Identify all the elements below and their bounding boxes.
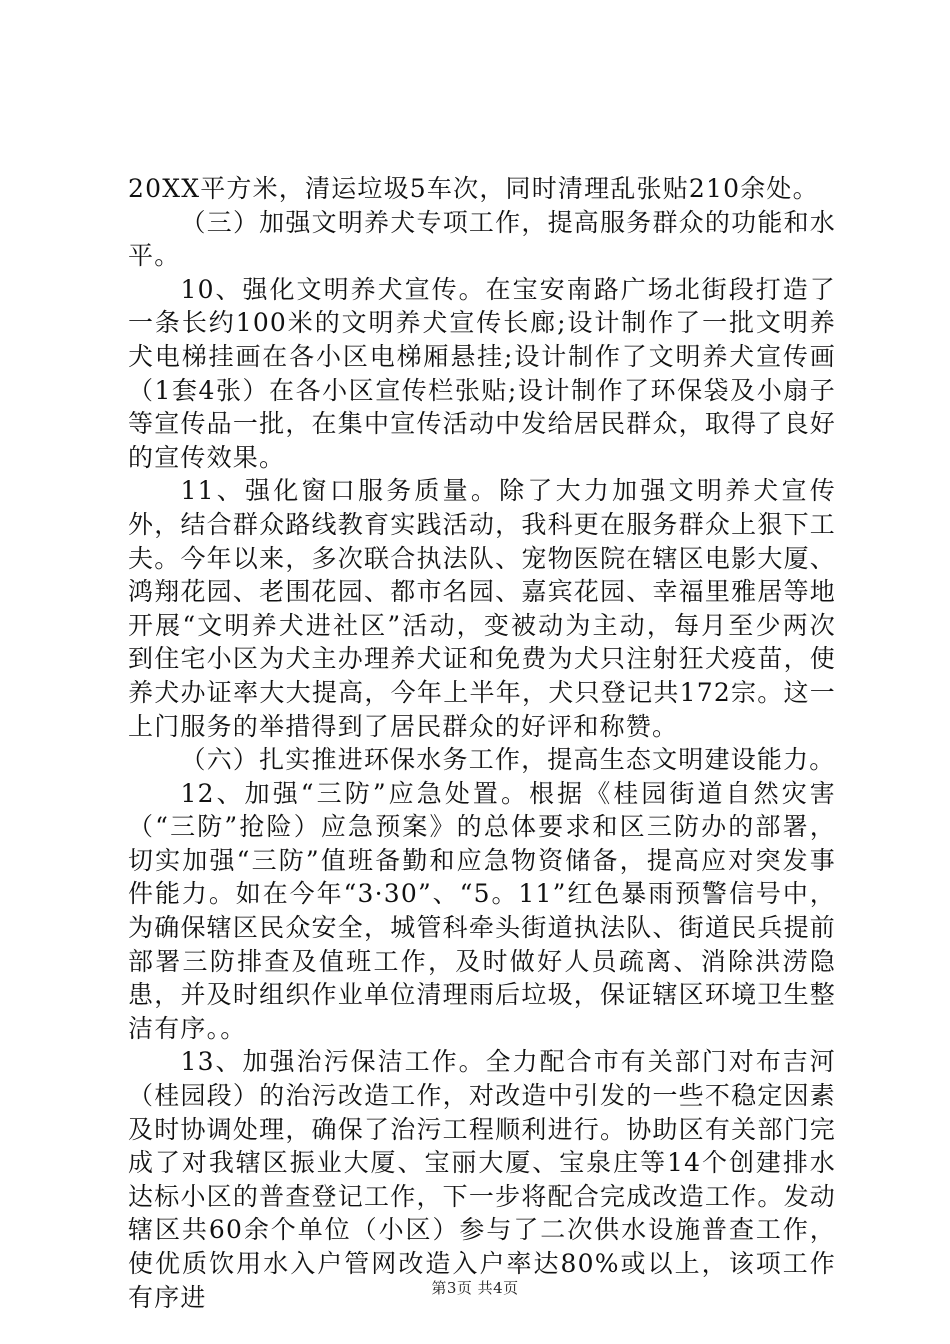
document-body <box>128 172 836 1314</box>
section-heading-3: （三）加强文明养犬专项工作，提高服务群众的功能和水平。 <box>128 207 836 271</box>
page-number-footer: 第3页 共4页 <box>431 1279 519 1297</box>
paragraph-item-12: 12、加强“三防”应急处置。根据《桂园街道自然灾害（“三防”抢险）应急预案》的总体要求和区三防办的部署，切实加强“三防”值班备勤和应急物资储备，提高应对突发事件能力。如在今年“3·30”、“5。11”红色暴雨预警信号中，为确保辖区民众安全，城管科牵头街道执法队、街道民兵提前部署三防排查及值班工作，及时做好人员疏离、消除洪涝隐患，并及时组织作业单位清理雨后垃圾，保证辖区环境卫生整洁有序。。 <box>128 778 836 1043</box>
paragraph-1: 20XX平方米，清运垃圾5车次，同时清理乱张贴210余处。 <box>128 174 819 203</box>
paragraph-item-13: 13、加强治污保洁工作。全力配合市有关部门对布吉河（桂园段）的治污改造工作，对改造中引发的一些不稳定因素及时协调处理，确保了治污工程顺利进行。协助区有关部门完成了对我辖区振业大厦、宝丽大厦、宝泉庄等14个创建排水达标小区的普查登记工作，下一步将配合完成改造工作。发动辖区共60余个单位（小区）参与了二次供水设施普查工作，使优质饮用水入户管网改造入户率达80%或以上，该项工作有序进 <box>128 1047 836 1312</box>
paragraph-item-10: 10、强化文明养犬宣传。在宝安南路广场北街段打造了一条长约100米的文明养犬宣传长廊;设计制作了一批文明养犬电梯挂画在各小区电梯厢悬挂;设计制作了文明养犬宣传画（1套4张）在各小区宣传栏张贴;设计制作了环保袋及小扇子等宣传品一批，在集中宣传活动中发给居民群众，取得了良好的宣传效果。 <box>128 274 836 472</box>
paragraph-item-11: 11、强化窗口服务质量。除了大力加强文明养犬宣传外，结合群众路线教育实践活动，我科更在服务群众上狠下工夫。今年以来，多次联合执法队、宠物医院在辖区电影大厦、鸿翔花园、老围花园、都市名园、嘉宾花园、幸福里雅居等地开展“文明养犬进社区”活动，变被动为主动，每月至少两次到住宅小区为犬主办理养犬证和免费为犬只注射狂犬疫苗，使养犬办证率大大提高，今年上半年，犬只登记共172宗。这一上门服务的举措得到了居民群众的好评和称赞。 <box>128 476 836 741</box>
section-heading-6: （六）扎实推进环保水务工作，提高生态文明建设能力。 <box>180 745 836 775</box>
